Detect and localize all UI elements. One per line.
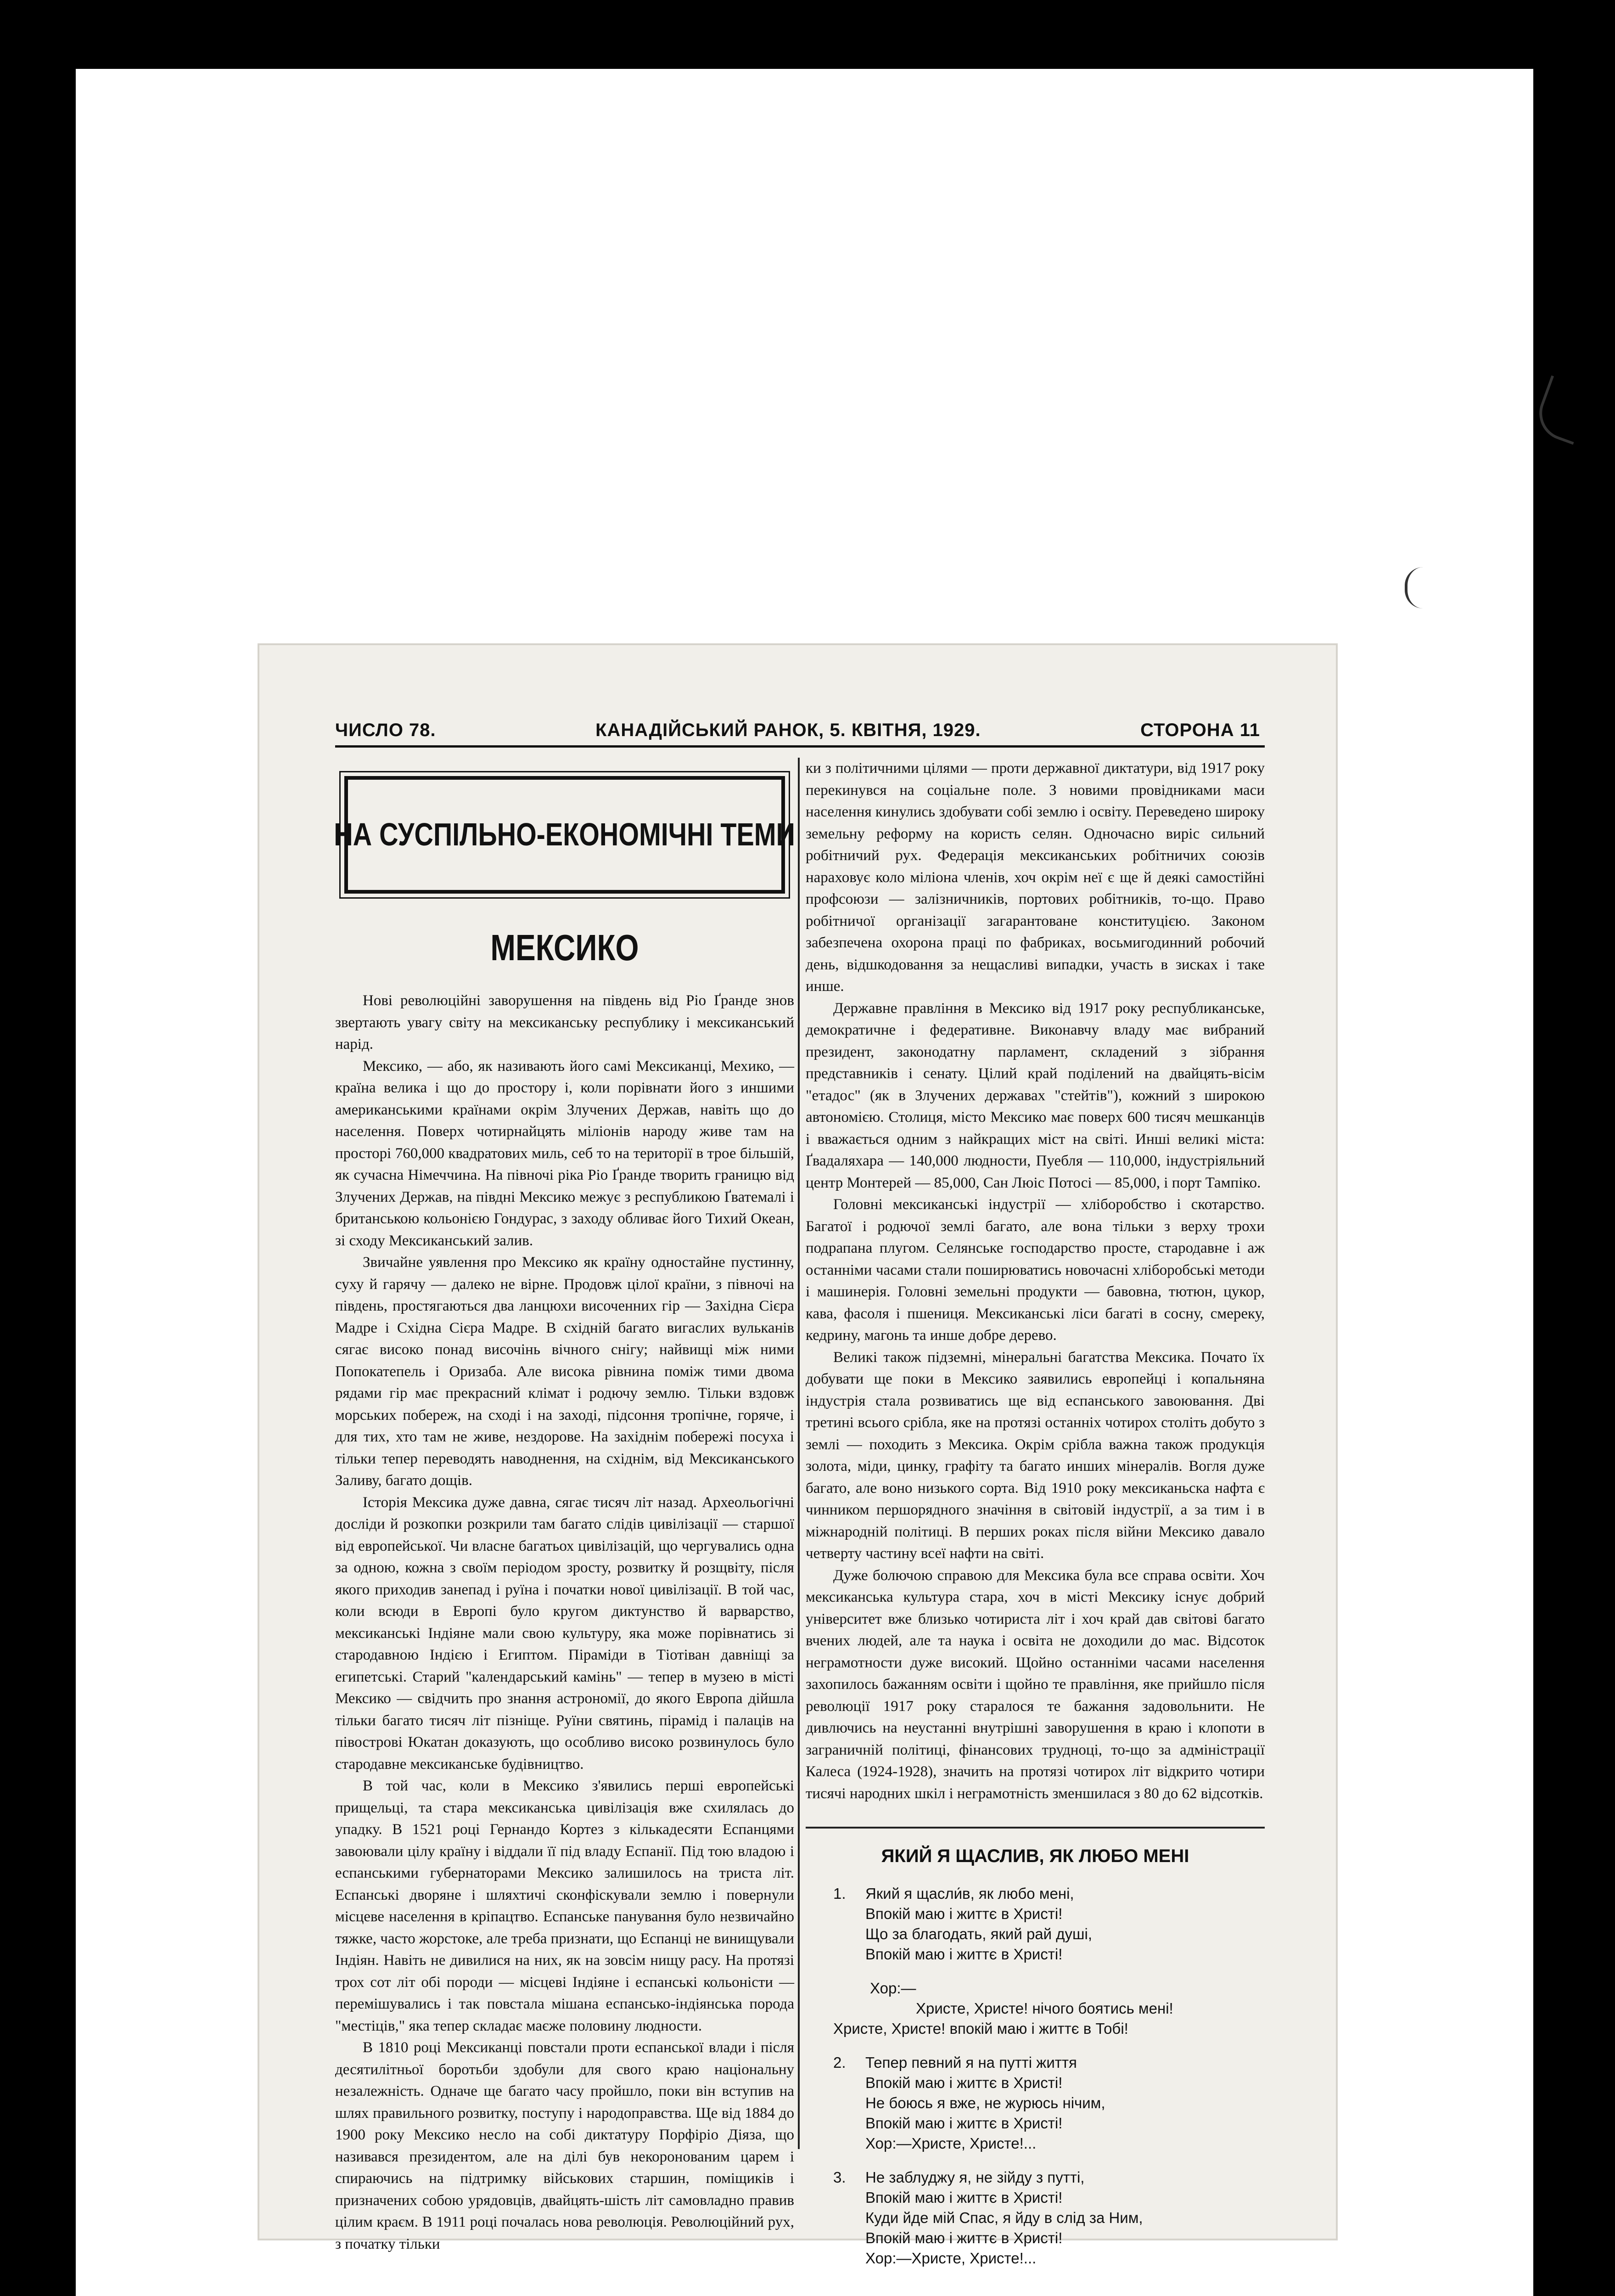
newspaper-page: [259, 645, 1336, 2267]
section-title: НА СУСПІЛЬНО-ЕКОНОМІЧНІ ТЕМИ: [334, 816, 796, 853]
verse-line: Впокій маю і життє в Христі!: [865, 2074, 1063, 2091]
issue-number: ЧИСЛО 78.: [335, 720, 436, 740]
paragraph: В той час, коли в Мексико з'явились перші европейські прищельці, та стара мексиканська цивілізація вже схилялась до упадку. В 1521 році Гернандо Кортез з кількадесяти Еспанцями завоювали цілу країну і віддали її під владу Еспанії. Під тою владою і еспанськими губернаторами Мексико залишилось на триста літ. Еспанські дворяне і шляхтичі сконфіскували землю і повернули місцеве населення в кріпацтво. Еспанське панування було незвичайно тяжке, часто жорстоке, але треба признати, що Еспанці не винищували Індіян. Навіть не дивилися на них, як на зовсім нищу расу. На протязі трох сот літ обі породи — місцеві Індіяне і еспанські кольоністи — перемішувались і так повстала мішана еспансько-індіянська порода "местіців," яка тепер складає маєже половину людности.: [335, 1778, 794, 2034]
verse-line: Куди йде мій Спас, я йду в слід за Ним,: [865, 2209, 1143, 2226]
article-title: МЕКСИКО: [490, 927, 639, 968]
paragraph: Дуже болючою справою для Мексика була все справа освіти. Хоч мексиканська культура стара, хоч в місті Мексику існує добрий університет вже близько чотириста літ і хоч край дав світові багато вчених людей, але та наука і освіта не доходили до мас. Відсоток неграмотности дуже високий. Щойно останніми часами населення захопилось бажанням освіти і щойно те правління, яке прийшло після революції 1917 року старалося те бажання задовольнити. Не дивлючись на неустанні внутрішні заворушення в краю і клопоти в заграничній політиці, фінансових трудноці, то-що за адміністрації Калеса (1924-1928), значить на протязі чотирох літ відкрито чотири тисячі народних шкіл і неграмотність зменшилася з 80 до 62 відсотків.: [806, 1567, 1265, 1802]
hymn-rule: [806, 1827, 1265, 1829]
header-rule: [335, 745, 1265, 748]
verse-line: Хор:—Христе, Христе!...: [865, 2135, 1037, 2152]
hymn-verse: [806, 2053, 1265, 2154]
scan-mark: [1531, 375, 1593, 445]
verse-line: Тепер певний я на путті життя: [865, 2054, 1077, 2071]
verse-line: Хор:—Христе, Христе!...: [865, 2250, 1037, 2267]
paragraph: Нові революційні заворушення на південь від Ріо Ґранде знов звертають увагу світу на мексиканську республику і мексиканський нарід.: [335, 992, 794, 1052]
verse-line: Впокій маю і життє в Христі!: [865, 1905, 1063, 1922]
running-head: [335, 713, 1260, 741]
section-heading-box: [334, 776, 796, 894]
paragraph: ки з політичними цілями — проти державної диктатури, від 1917 року перекинувся на соціальне поле. З новими провідниками маси населення кинулись здобувати собі землю і освіту. Переведено широку земельну реформу на користь селян. Одночасно виріс сильний робітничий рух. Федерація мексиканських робітничих союзів нараховує коло міліона членів, хоч окрім неї є ще й деякі самостійні профсоюзи — залізничників, портових робітників, то-що. Право робітничої організації загарантоване конституцією. Законом забезпечена охорона праці по фабриках, восьмигодинний робочий день, відшкодовання за нещасливі випадки, участь в зисках і таке инше.: [806, 760, 1265, 995]
hymn-chorus: [806, 1978, 1265, 2039]
scan-mark: [1405, 567, 1426, 608]
paragraph: В 1810 році Мексиканці повстали проти еспанської влади і після десятилітньої боротьби здобули для свого краю національну незалежність. Одначе ще багато часу пройшло, поки він вступив на шлях правильного розвитку, поступу і народоправства. Ще від 1884 до 1900 року Мексико несло на собі диктатуру Порфіріо Діяза, що називався президентом, але на ділі був некоронованим царем і спираючись на підтримку військових старшин, поміщиків і призначених собою урядовців, двайцять-шість літ самовладно правив цілим краєм. В 1911 році почалась нова революція. Революційний рух, з початку тільки: [335, 2039, 794, 2252]
masthead: КАНАДІЙСЬКИЙ РАНОК, 5. КВІТНЯ, 1929.: [595, 720, 981, 740]
verse-line: Не боюсь я вже, не журюсь нічим,: [865, 2094, 1105, 2111]
hymn-verse: [806, 2167, 1265, 2268]
left-column: [335, 758, 794, 2255]
paragraph: Мексико, — або, як називають його самі Мексиканці, Мехико, — країна велика і що до простору і, коли порівнати його з иншими американськими країнами окрім Злучених Держав, навіть що до населення. Поверх чотирнайцять міліонів народу живе там на просторі 760,000 квадратових миль, себ то на території в трое більшій, як сучасна Німеччина. На півночі ріка Ріо Ґранде творить границю від Злучених Держав, на півдні Мексико межує з республикою Ґватемалі і британською кольонією Гондурас, з заходу обливає його Тихий Океан, зі сходу Мексиканський залив.: [335, 1058, 794, 1249]
verse-number: 1.: [833, 1885, 846, 1902]
verse-line: Який я щасли́в, як любо мені,: [865, 1885, 1074, 1902]
verse-number: 3.: [833, 2169, 846, 2186]
verse-line: Не заблуджу я, не зійду з путті,: [865, 2169, 1085, 2186]
column-divider: [798, 758, 800, 2149]
page-number: СТОРОНА 11: [1140, 720, 1260, 740]
hymn: [806, 1884, 1265, 2268]
chorus-label: Хор:—: [870, 1980, 916, 1997]
paragraph: Великі також підземні, мінеральні багатства Мексика. Почато їх добувати ще поки в Мексико заявились европейці і копальняна індустрія стала розвиватись ще від еспанського завоювання. Дві третині всього срібла, яке на протязі останніх чотирох століть добуто з землі — походить з Мексика. Окрім срібла важна також продукція золота, міди, цинку, графіту та багато инших мінералів. Вогля дуже багато, але воно низького сорта. Від 1910 року мексиканьска нафта є чинником першорядного значіння в світовій індустрії, а за тим і в міжнародній політиці. В перших роках після війни Мексико давало четверту частину всеї нафти на світі.: [806, 1349, 1265, 1562]
verse-line: Що за благодать, який рай душі,: [865, 1925, 1092, 1942]
verse-line: Впокій маю і життє в Христі!: [865, 2115, 1063, 2132]
verse-line: Впокій маю і життє в Христі!: [865, 2229, 1063, 2246]
paragraph: Звичайне уявлення про Мексико як країну одностайне пустинну, суху й гарячу — далеко не вірне. Продовж цілої країни, з півночі на південь, простягаються два ланцюхи височенних гір — Західна Сієра Мадре і Східна Сієра Мадре. В східній багато вигаслих вульканів сягає високо понад височінь вічного снігу; найвищі між ними Попокатепель і Оризаба. Але висока рівнина поміж тими двома рядами гір має прекрасний клімат і родючу землю. Тільки вздовж морських побереж, на сході і на заході, підсоння тропічне, горяче, і для тих, хто там не живе, нездорове. На західнім побережі посуха і тільки тепер переводять наводнення, на східнім, від Мексиканського Заливу, багато дощів.: [335, 1254, 794, 1489]
paragraph: Історія Мексика дуже давна, сягає тисяч літ назад. Археольогічні досліди й розкопки розкрили там багато слідів цивілізації — старшої від европейської. Чи власне багатьох цивілізацій, що чергувались одна за одною, кожна з своїм періодом зросту, розвитку й розщвіту, після якого приходив занепад і руїна і початки нової цивілізації. В той час, коли всюди в Европі було кругом диктунство й варварство, мексиканські Індіяне мали свою культуру, яка може порівнатись зі стародавною Індією і Египтом. Піраміди в Тіотіван давніщі за египетські. Старий "календарський камінь" — тепер в музею в місті Мексико — свідчить про знання астрономії, до якого Европа дійшла тільки багато тисяч літ пізніще. Руїни святинь, пірамід і палаців на півострові Юкатан доказують, що особливо високо розвинулось було стародавне мексиканське будівництво.: [335, 1494, 794, 1773]
paragraph: Головні мексиканські індустрії — хліборобство і скотарство. Багатої і родючої землі багато, але вона тільки з верху трохи подрапана плугом. Селянське господарство просте, стародавне і аж останніми часами стали поширюватись новочасні хліборобські методи і машинерія. Головні земельні продукти — бавовна, тютюн, цукор, кава, фасоля і пшениця. Мексиканські ліси багаті в сосну, смереку, кедрину, магонь та инше добре дерево.: [806, 1196, 1265, 1344]
chorus-line: Христе, Христе! впокій маю і життє в Тобі!: [833, 2020, 1128, 2037]
hymn-title: ЯКИЙ Я ЩАСЛИВ, ЯК ЛЮБО МЕНІ: [881, 1846, 1189, 1866]
chorus-line: Христе, Христе! нічого боятись мені!: [916, 2000, 1173, 2017]
verse-line: Впокій маю і життє в Христі!: [865, 2189, 1063, 2206]
hymn-verse: [806, 1884, 1265, 1964]
verse-number: 2.: [833, 2054, 846, 2071]
paragraph: Державне правління в Мексико від 1917 року республиканське, демократичне і федеративне. Виконавчу владу має вибраний президент, законодатну парламент, складений з зібрання представників і сенату. Цілий край поділений на двайцять-вісім "етадос" (як в Злучених державах "стейтів"), кожний з широкою автономією. Столиця, місто Мексико має поверх 600 тисяч мешканців і вважається одним з найкращих міст на світі. Инші великі міста: Ґвадаляхара — 140,000 людности, Пуебля — 110,000, індустріяльний центр Монтерей — 85,000, Сан Люіс Потосі — 85,000, і порт Тампіко.: [806, 1000, 1265, 1191]
right-column: [806, 758, 1265, 2268]
verse-line: Впокій маю і життє в Христі!: [865, 1946, 1063, 1963]
